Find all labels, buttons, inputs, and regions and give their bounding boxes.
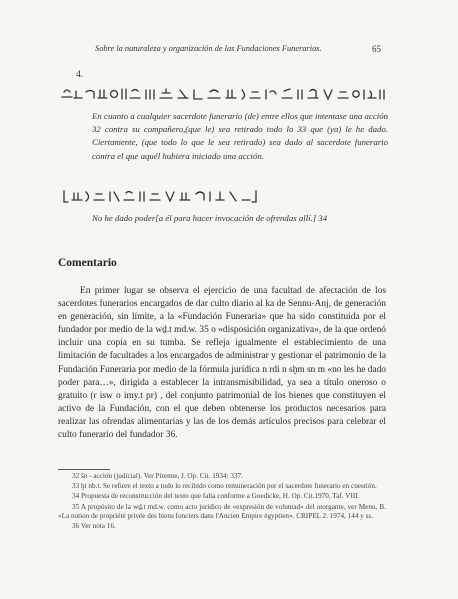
page-number: 65 (372, 44, 381, 54)
commentary-paragraph: En primer lugar se observa el ejercicio de una facultad de afectación de los sacerdotes funerarios encargados de dar culto diario al ka de Sennu-Anj, de generación en generación, sin límite, a la «Fundación Funeraria» que ha sido constituida por el fundador por medio de la wḏ.t md.w. 35 o «disposición organizativa», de la que ordenó incluir una copia en su tumba. Se refleja igualmente el establecimiento de una limitación de facultades a los encargados de administrar y gestionar el patrimonio de la Fundación Funeraria por medio de la fórmula jurídica n rdi n sḫm sn m «no les he dado poder para…», dirigida a establecer la intransmisibilidad, ya sea a título oneroso o gratuito (r isw o imy.t pr) , del conjunto patrimonial de los bienes que constituyen el activo de la Fundación, con el que deben obtenerse los productos necesarios para realizar las ofrendas alimentarias y las de los demás artículos precisos para celebrar el culto funerario del fundador 36. (58, 286, 386, 441)
footnote-33: 33 ḫt nb.t. Se refiere el texto a todo lo recibido como remuneración por el sacerdote funerario en cuestión. (72, 482, 377, 491)
footnote-32: 32 šn - acción (judicial). Ver Pirenne, J. Op. Cit. 1934: 337. (72, 472, 243, 480)
section-title: Comentario (58, 257, 117, 269)
hieroglyph-line-1-image (60, 86, 390, 102)
hieroglyph-line-2 (62, 188, 262, 204)
commentary-body (58, 285, 386, 442)
hieroglyph-line-2-image (62, 188, 262, 204)
footnotes (58, 472, 386, 532)
hieroglyph-line-1 (60, 86, 390, 102)
footnote-36: 36 Ver nota 16. (72, 522, 116, 531)
footnote-35: 35 A propósito de la wḏ.t md.w. como acto jurídico de «expresión de voluntad» del otorgante, ver Menu, B. «La notion de propriété privée des biens fonciers dans l'Ancien Empire égyptien». CRIPEL 2. 1974, 144 y ss. (58, 502, 386, 520)
footnote-divider (58, 469, 110, 470)
translation-paragraph-2: No he dado poder[a él para hacer invocación de ofrendas allí.] 34 (92, 213, 328, 223)
translation-paragraph-1: En cuanto a cualquier sacerdote funerario (de) entre ellos que intentase una acción 32 contra su compañero,(que le) sea retirado todo lo 33 que (ya) le he dado. Ciertamente, (que todo lo que le sea retirado) sea dado al sacerdote funerario contra el que aquél hubiera iniciado una acción. (92, 111, 388, 161)
item-marker: 4. (76, 70, 84, 80)
footnote-34: 34 Propuesta de reconstrucción del texto que falta conforme a Goedicke, H. Op. Cit.1970, Taf. VIII. (72, 492, 360, 501)
running-title: Sobre la naturaleza y organización de las Fundaciones Funerarias. (95, 44, 322, 53)
